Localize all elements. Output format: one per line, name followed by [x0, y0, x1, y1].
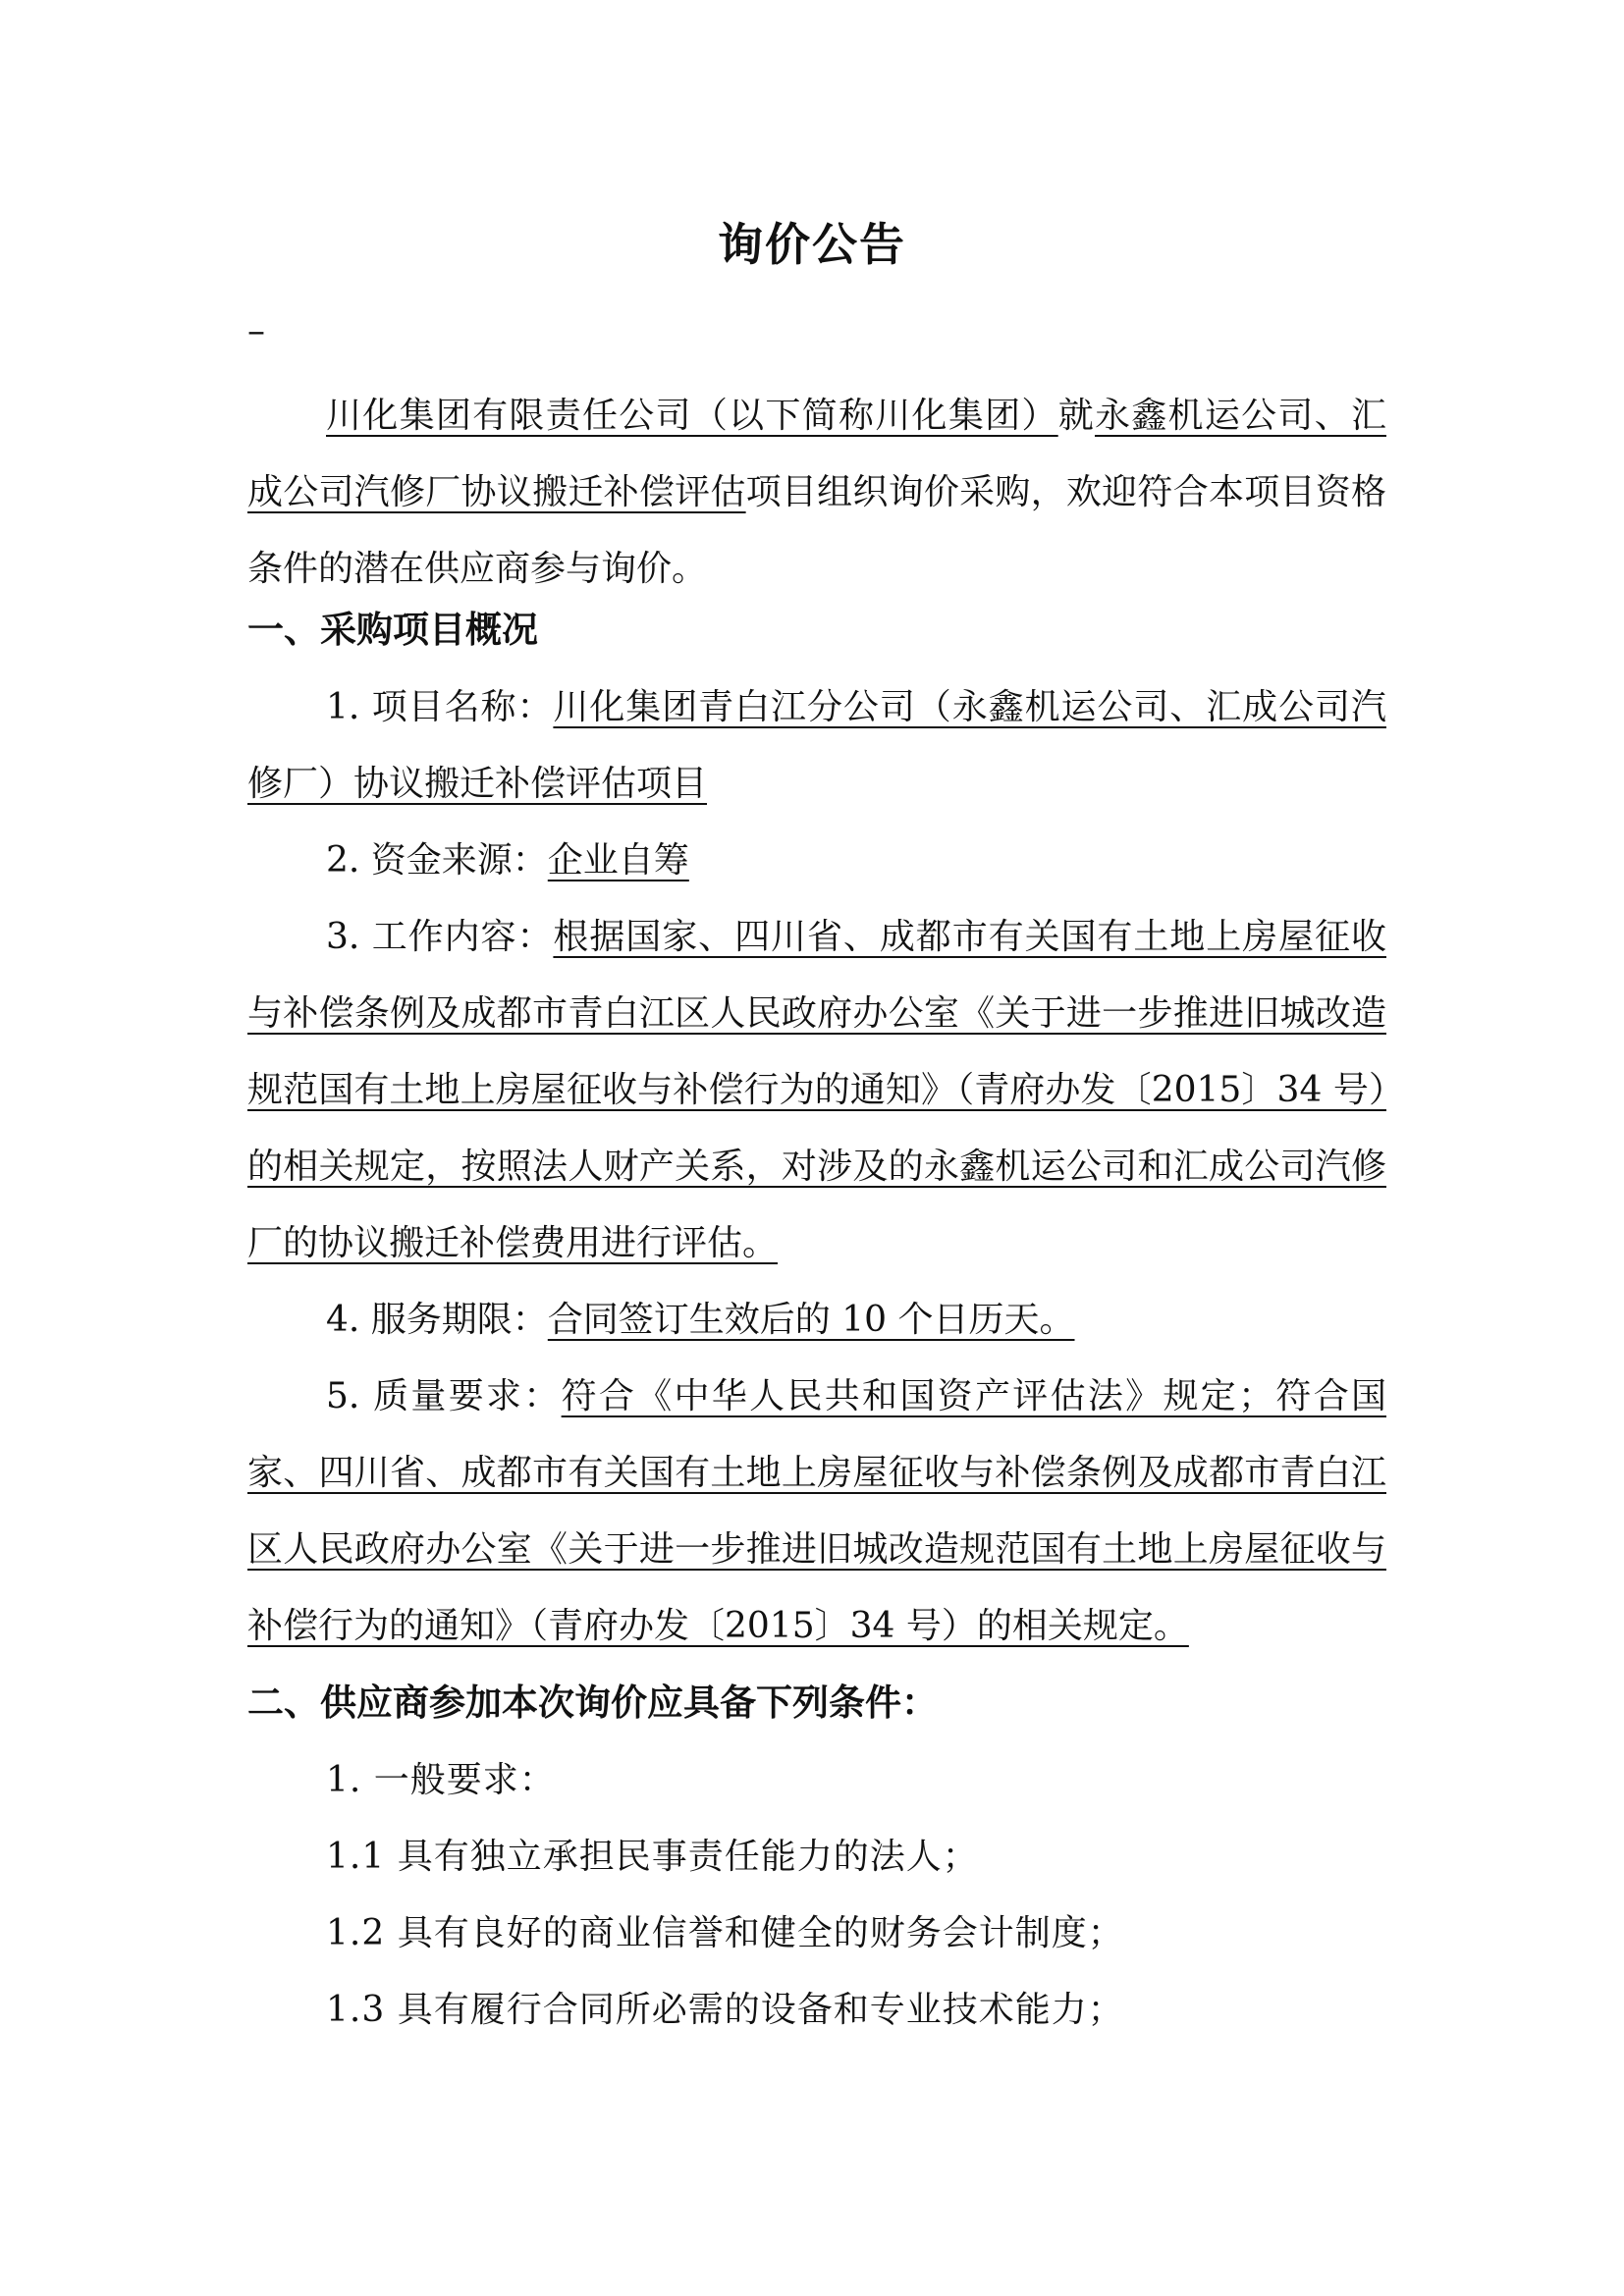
item-label: 4. 服务期限： — [326, 1300, 548, 1340]
intro-paragraph — [247, 378, 1386, 608]
item-value: 合同签订生效后的 10 个日历天。 — [547, 1300, 1075, 1340]
section-2-heading: 二、供应商参加本次询价应具备下列条件： — [247, 1682, 938, 1724]
intro-text-2: 项目组织询价采购，欢迎符合本项目资格条件的潜在供应商参与询价。 — [247, 472, 1386, 589]
item-value: 企业自筹 — [547, 840, 689, 881]
dash-mark: – — [247, 311, 265, 351]
item-label: 3. 工作内容： — [326, 917, 554, 957]
item-value: 符合《中华人民共和国资产评估法》规定；符合国家、四川省、成都市有关国有土地上房屋征收与补偿条例及成都市青白江区人民政府办公室《关于进一步推进旧城改造规范国有土地上房屋征收与补偿行为的通知》（青府办发〔2015〕34 号）的相关规定。 — [247, 1376, 1386, 1646]
section-1-heading: 一、采购项目概况 — [247, 609, 538, 651]
intro-text-1: 就 — [1057, 396, 1095, 436]
section-1-item-4 — [247, 1282, 1386, 1359]
item-value: 根据国家、四川省、成都市有关国有土地上房屋征收与补偿条例及成都市青白江区人民政府办公室《关于进一步推进旧城改造规范国有土地上房屋征收与补偿行为的通知》（青府办发〔2015〕34 号）的相关规定，按照法人财产关系，对涉及的永鑫机运公司和汇成公司汽修厂的协议搬迁补偿费用进行评估。 — [247, 917, 1386, 1263]
section-1-item-3 — [247, 899, 1386, 1282]
section-2-item-1-3: 1.3 具有履行合同所必需的设备和专业技术能力； — [326, 1990, 1124, 2030]
item-value: 川化集团青白江分公司（永鑫机运公司、汇成公司汽修厂）协议搬迁补偿评估项目 — [247, 687, 1386, 804]
page-title: 询价公告 — [718, 218, 906, 271]
section-2-item-1-1: 1.1 具有独立承担民事责任能力的法人； — [326, 1837, 979, 1877]
section-2-item-1: 1. 一般要求： — [326, 1760, 556, 1800]
item-label: 5. 质量要求： — [326, 1376, 562, 1416]
intro-project: 永鑫机运公司、汇成公司汽修厂协议搬迁补偿评估 — [247, 396, 1386, 512]
item-label: 2. 资金来源： — [326, 840, 548, 881]
section-1-item-5 — [247, 1359, 1386, 1665]
intro-company: 川化集团有限责任公司（以下简称川化集团） — [326, 396, 1058, 436]
section-1-item-1 — [247, 669, 1386, 823]
section-2-item-1-2: 1.2 具有良好的商业信誉和健全的财务会计制度； — [326, 1913, 1124, 1953]
section-1-item-2 — [247, 823, 1386, 899]
item-label: 1. 项目名称： — [326, 687, 554, 727]
